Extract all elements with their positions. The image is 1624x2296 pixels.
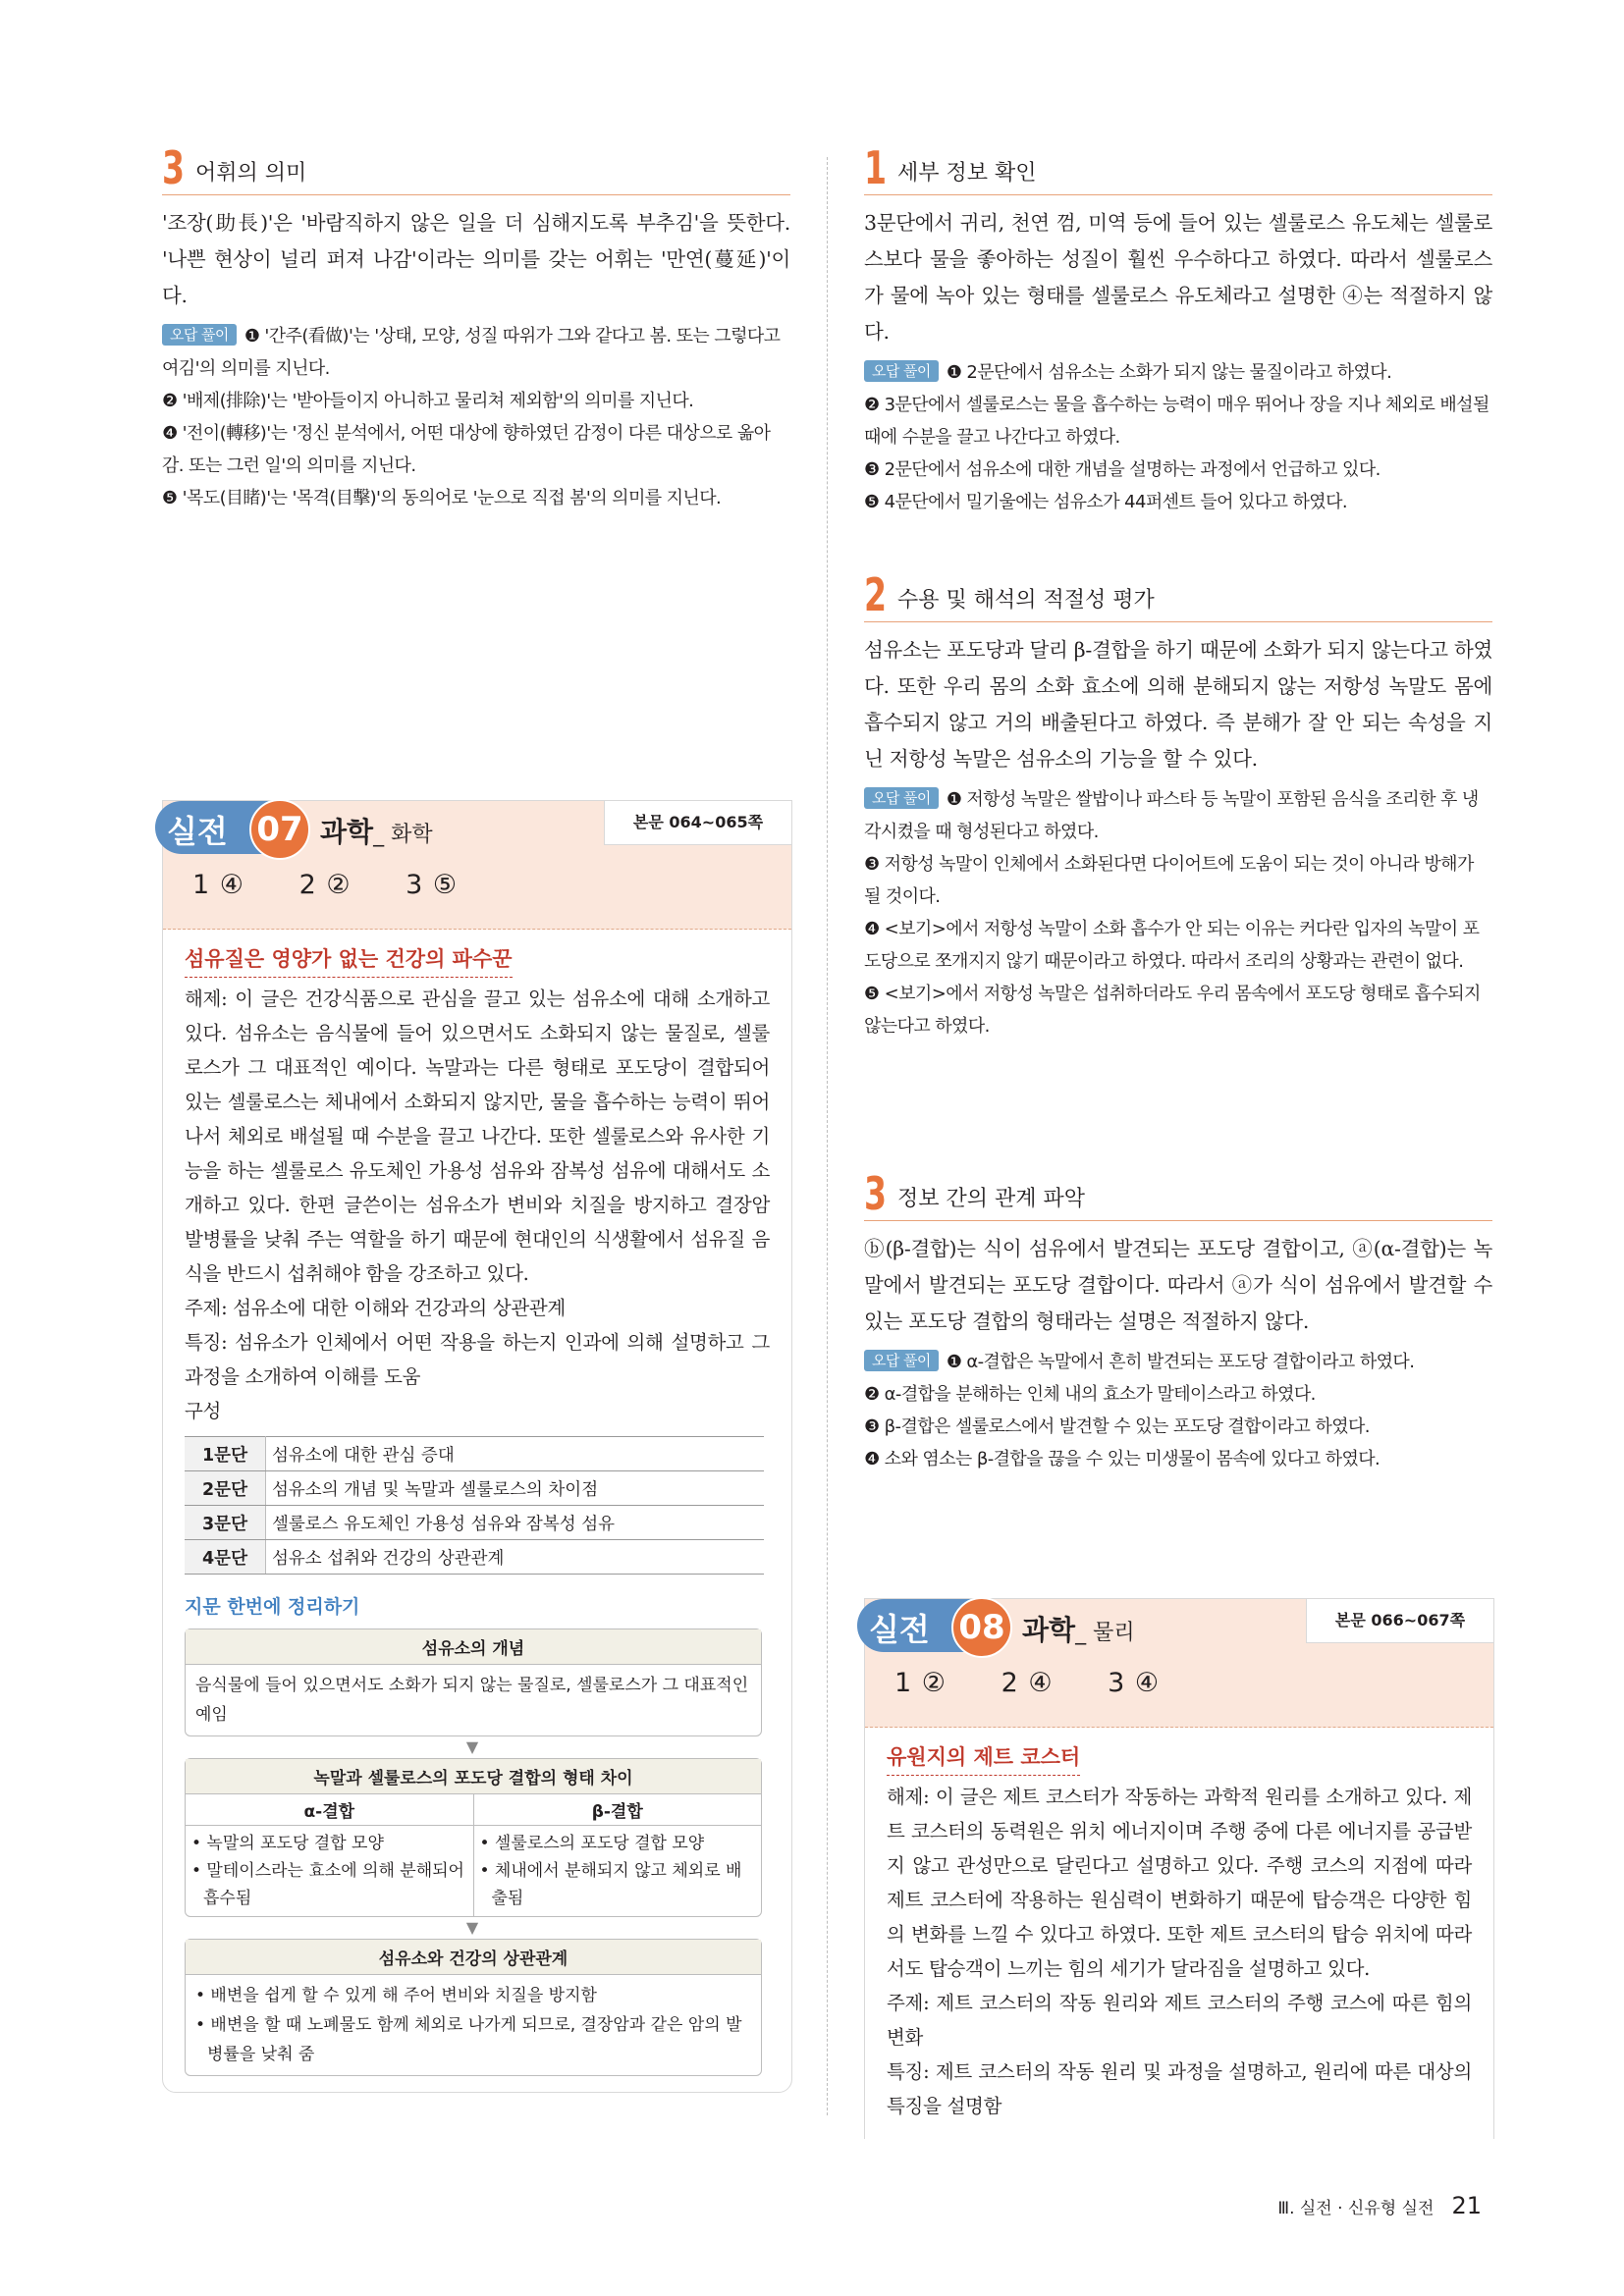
wrong-answer-notes: [162, 320, 790, 514]
passage-title: 섬유질은 영양가 없는 건강의 파수꾼: [185, 943, 513, 978]
answer: 2 ②: [298, 870, 352, 900]
summary-box-health: 섬유소와 건강의 상관관계 • 배변을 쉽게 할 수 있게 해 주어 변비와 치질을 방지함 • 배변을 할 때 노폐물도 함께 체외로 나가게 되므로, 결장암과 같은 암의 발병률을 낮춰 줌: [185, 1939, 762, 2076]
answer: 2 ④: [1001, 1668, 1054, 1698]
down-arrow-icon: ▼: [465, 1737, 479, 1756]
note: ❷ '배제(排除)'는 '받아들이지 아니하고 물리쳐 제외함'의 의미를 지닌다.: [162, 391, 694, 411]
section-number: 2: [864, 568, 888, 621]
wrong-answer-tag: 오답 풀이: [162, 324, 237, 346]
summary-label: 지문 한번에 정리하기: [185, 1596, 360, 1618]
page-reference: 본문 064~065쪽: [604, 801, 791, 845]
practice-number: 07: [249, 799, 310, 860]
page-number: 21: [1451, 2192, 1482, 2219]
practice-body: [865, 1728, 1493, 2139]
commentary-line: 주제: 제트 코스터의 작동 원리와 제트 코스터의 주행 코스에 따른 힘의 변화: [887, 1992, 1472, 2049]
section-3-vocab: [162, 141, 790, 514]
answer-key: [894, 1668, 1205, 1698]
column-divider: [827, 157, 828, 2115]
section-title: 정보 간의 관계 파악: [897, 1187, 1085, 1211]
wrong-answer-tag: 오답 풀이: [864, 787, 939, 809]
table-row: 2문단 섬유소의 개념 및 녹말과 셀룰로스의 차이점: [185, 1471, 764, 1506]
section-title: 수용 및 해석의 적절성 평가: [897, 588, 1155, 613]
section-2-evaluation: [864, 568, 1492, 1042]
practice-pill: 실전: [857, 1599, 1004, 1652]
answer-key: [192, 870, 503, 900]
commentary-line: 해제: 이 글은 건강식품으로 관심을 끌고 있는 섬유소에 대해 소개하고 있다. 섬유소는 음식물에 들어 있으면서도 소화되지 않는 물질로, 셀룰로스가 그 대표적인 예이다. 녹말과는 다른 형태로 포도당이 결합되어 있는 셀룰로스는 체내에서 소화되지 않지만, 물을 흡수하는 능력이 뛰어나서 체외로 배설될 때 수분을 끌고 나간다. 또한 셀룰로스와 유사한 기능을 하는 셀룰로스 유도체인 가용성 섬유와 잠복성 섬유에 대해서도 소개하고 있다. 한편 글쓴이는 섬유소가 변비와 치질을 방지하고 결장암 발병률을 낮춰 주는 역할을 하기 때문에 현대인의 식생활에서 섬유질 음식을 반드시 섭취해야 함을 강조하고 있다.: [185, 988, 770, 1285]
section-body: ⓑ(β-결합)는 식이 섬유에서 발견되는 포도당 결합이고, ⓐ(α-결합)는 녹말에서 발견되는 포도당 결합이다. 따라서 ⓐ가 식이 섬유에서 발견할 수 있는 포도당 결합의 형태라는 설명은 적절하지 않다.: [864, 1237, 1492, 1333]
practice-body: [163, 930, 791, 2092]
down-arrow-icon: ▼: [465, 1918, 479, 1937]
section-number: 1: [864, 141, 888, 194]
answer: 3 ④: [1108, 1668, 1161, 1698]
answer: 1 ②: [894, 1668, 947, 1698]
section-body: '조장(助長)'은 '바람직하지 않은 일을 더 심해지도록 부추김'을 뜻한다. '나쁜 현상이 널리 퍼져 나감'이라는 의미를 갖는 어휘는 '만연(蔓延)'이다.: [162, 211, 790, 307]
section-body: 3문단에서 귀리, 천연 껌, 미역 등에 들어 있는 셀룰로스 유도체는 셀룰로스보다 물을 좋아하는 성질이 훨씬 우수하다고 하였다. 따라서 셀룰로스가 물에 녹아 있는 형태를 셀룰로스 유도체라고 설명한 ④는 적절하지 않다.: [864, 211, 1492, 344]
note: ❺ <보기>에서 저항성 녹말은 섭취하더라도 우리 몸속에서 포도당 형태로 흡수되지 않는다고 하였다.: [864, 984, 1481, 1037]
practice-box-07: [162, 800, 792, 2093]
section-body: 섬유소는 포도당과 달리 β-결합을 하기 때문에 소화가 되지 않는다고 하였다. 또한 우리 몸의 소화 효소에 의해 분해되지 않는 저항성 녹말도 몸에 흡수되지 않고 거의 배출된다고 하였다. 즉 분해가 잘 안 되는 속성을 지닌 저항성 녹말은 섬유소의 기능을 할 수 있다.: [864, 638, 1492, 771]
practice-pill: 실전: [155, 801, 302, 854]
wrong-answer-notes: 오답 풀이 ❶ α-결합은 녹말에서 흔히 발견되는 포도당 결합이라고 하였다. ❷ α-결합을 분해하는 인체 내의 효소가 말테이스라고 하였다. ❸ β-결합은 셀룰로스에서 발견할 수 있는 포도당 결합이라고 하였다. ❹ 소와 염소는 β-결합을 끊을 수 있는 미생물이 몸속에 있다고 하였다.: [864, 1346, 1492, 1475]
subject-title: 과학_ 화학: [320, 816, 433, 848]
section-number: 3: [162, 141, 186, 194]
answer: 3 ⑤: [406, 870, 459, 900]
note: ❹ '전이(轉移)'는 '정신 분석에서, 어떤 대상에 향하였던 감정이 다른 대상으로 옮아감. 또는 그런 일'의 의미를 지닌다.: [162, 423, 771, 476]
section-title: 어휘의 의미: [195, 161, 307, 186]
commentary-line: 주제: 섬유소에 대한 이해와 건강과의 상관관계: [185, 1297, 566, 1319]
paragraph-structure-table: [185, 1436, 764, 1575]
commentary-line: 구성: [185, 1400, 222, 1422]
commentary-line: 해제: 이 글은 제트 코스터가 작동하는 과학적 원리를 소개하고 있다. 제트 코스터의 동력원은 위치 에너지이며 주행 중에 다른 에너지를 공급받지 않고 관성만으로 달린다고 설명하고 있다. 주행 코스의 지점에 따라 제트 코스터에 작용하는 원심력이 변화하기 때문에 탑승객은 다양한 힘의 변화를 느낄 수 있다고 하였다. 또한 제트 코스터의 탑승 위치에 따라서도 탑승객이 느끼는 힘의 세기가 달라짐을 설명하고 있다.: [887, 1786, 1472, 1980]
note: ❸ β-결합은 셀룰로스에서 발견할 수 있는 포도당 결합이라고 하였다.: [864, 1416, 1370, 1437]
practice-number: 08: [951, 1597, 1012, 1658]
note: ❶ '간주(看做)'는 '상태, 모양, 성질 따위가 그와 같다고 봄. 또는 그렇다고 여김'의 의미를 지닌다.: [162, 326, 781, 379]
note: ❸ 저항성 녹말이 인체에서 소화된다면 다이어트에 도움이 되는 것이 아니라 방해가 될 것이다.: [864, 854, 1474, 907]
wrong-answer-notes: 오답 풀이 ❶ 저항성 녹말은 쌀밥이나 파스타 등 녹말이 포함된 음식을 조리한 후 냉각시켰을 때 형성된다고 하였다. ❸ 저항성 녹말이 인체에서 소화된다면 다이어트에 도움이 되는 것이 아니라 방해가 될 것이다. ❹ <보기>에서 저항성 녹말이 소화 흡수가 안 되는 이유는 커다란 입자의 녹말이 포도당으로 쪼개지지 않기 때문이라고 하였다. 따라서 조리의 상황과는 관련이 없다. ❺ <보기>에서 저항성 녹말은 섭취하더라도 우리 몸속에서 포도당 형태로 흡수되지 않는다고 하였다.: [864, 783, 1492, 1042]
answer: 1 ④: [192, 870, 244, 900]
commentary-line: 특징: 제트 코스터의 작동 원리 및 과정을 설명하고, 원리에 따른 대상의 특징을 설명함: [887, 2060, 1472, 2117]
section-number: 3: [864, 1167, 888, 1220]
section-1-detail: [864, 141, 1492, 518]
note: ❹ <보기>에서 저항성 녹말이 소화 흡수가 안 되는 이유는 커다란 입자의 녹말이 포도당으로 쪼개지지 않기 때문이라고 하였다. 따라서 조리의 상황과는 관련이 없다.: [864, 919, 1480, 972]
page-reference: 본문 066~067쪽: [1306, 1599, 1493, 1643]
page-footer: [1277, 2192, 1482, 2219]
passage-title: 유원지의 제트 코스터: [887, 1741, 1080, 1776]
table-row: 1문단 섬유소에 대한 관심 증대: [185, 1437, 764, 1471]
note: ❹ 소와 염소는 β-결합을 끊을 수 있는 미생물이 몸속에 있다고 하였다.: [864, 1449, 1380, 1469]
note: ❷ 3문단에서 셀룰로스는 물을 흡수하는 능력이 매우 뛰어나 장을 지나 체외로 배설될 때에 수분을 끌고 나간다고 하였다.: [864, 395, 1489, 448]
summary-box-bonds: 녹말과 셀룰로스의 포도당 결합의 형태 차이 α-결합 • 녹말의 포도당 결합 모양 • 말테이스라는 효소에 의해 분해되어 흡수됨 β-결합 • 셀룰로스의 포도당 결합 모양 • 체내에서 분해되지 않고 체외로 배출됨: [185, 1758, 762, 1917]
practice-box-08: [864, 1598, 1494, 2139]
section-3-relation: [864, 1167, 1492, 1475]
section-title: 세부 정보 확인: [897, 161, 1037, 186]
section-header: [162, 141, 790, 195]
subject-title: 과학_ 물리: [1022, 1614, 1135, 1646]
practice-header: [163, 801, 791, 930]
passage-commentary: [185, 982, 770, 1428]
table-row: 3문단 셀룰로스 유도체인 가용성 섬유와 잠복성 섬유: [185, 1506, 764, 1540]
note: ❺ 4문단에서 밀기울에는 섬유소가 44퍼센트 들어 있다고 하였다.: [864, 492, 1347, 512]
summary-box-concept: 섬유소의 개념 음식물에 들어 있으면서도 소화가 되지 않는 물질로, 셀룰로스가 그 대표적인 예임: [185, 1629, 762, 1736]
practice-header: [865, 1599, 1493, 1728]
wrong-answer-tag: 오답 풀이: [864, 360, 939, 382]
note: ❺ '목도(目睹)'는 '목격(目擊)'의 동의어로 '눈으로 직접 봄'의 의미를 지닌다.: [162, 488, 722, 508]
wrong-answer-notes: 오답 풀이 ❶ 2문단에서 섬유소는 소화가 되지 않는 물질이라고 하였다. ❷ 3문단에서 셀룰로스는 물을 흡수하는 능력이 매우 뛰어나 장을 지나 체외로 배설될 때에 수분을 끌고 나간다고 하였다. ❸ 2문단에서 섬유소에 대한 개념을 설명하는 과정에서 언급하고 있다. ❺ 4문단에서 밀기울에는 섬유소가 44퍼센트 들어 있다고 하였다.: [864, 356, 1492, 518]
footer-section: Ⅲ. 실전 · 신유형 실전: [1277, 2199, 1435, 2218]
wrong-answer-tag: 오답 풀이: [864, 1350, 939, 1371]
note: ❸ 2문단에서 섬유소에 대한 개념을 설명하는 과정에서 언급하고 있다.: [864, 459, 1380, 480]
note: ❷ α-결합을 분해하는 인체 내의 효소가 말테이스라고 하였다.: [864, 1384, 1316, 1405]
commentary-line: 특징: 섬유소가 인체에서 어떤 작용을 하는지 인과에 의해 설명하고 그 과정을 소개하여 이해를 도움: [185, 1331, 770, 1388]
table-row: 4문단 섬유소 섭취와 건강의 상관관계: [185, 1540, 764, 1575]
passage-commentary: [887, 1780, 1472, 2123]
